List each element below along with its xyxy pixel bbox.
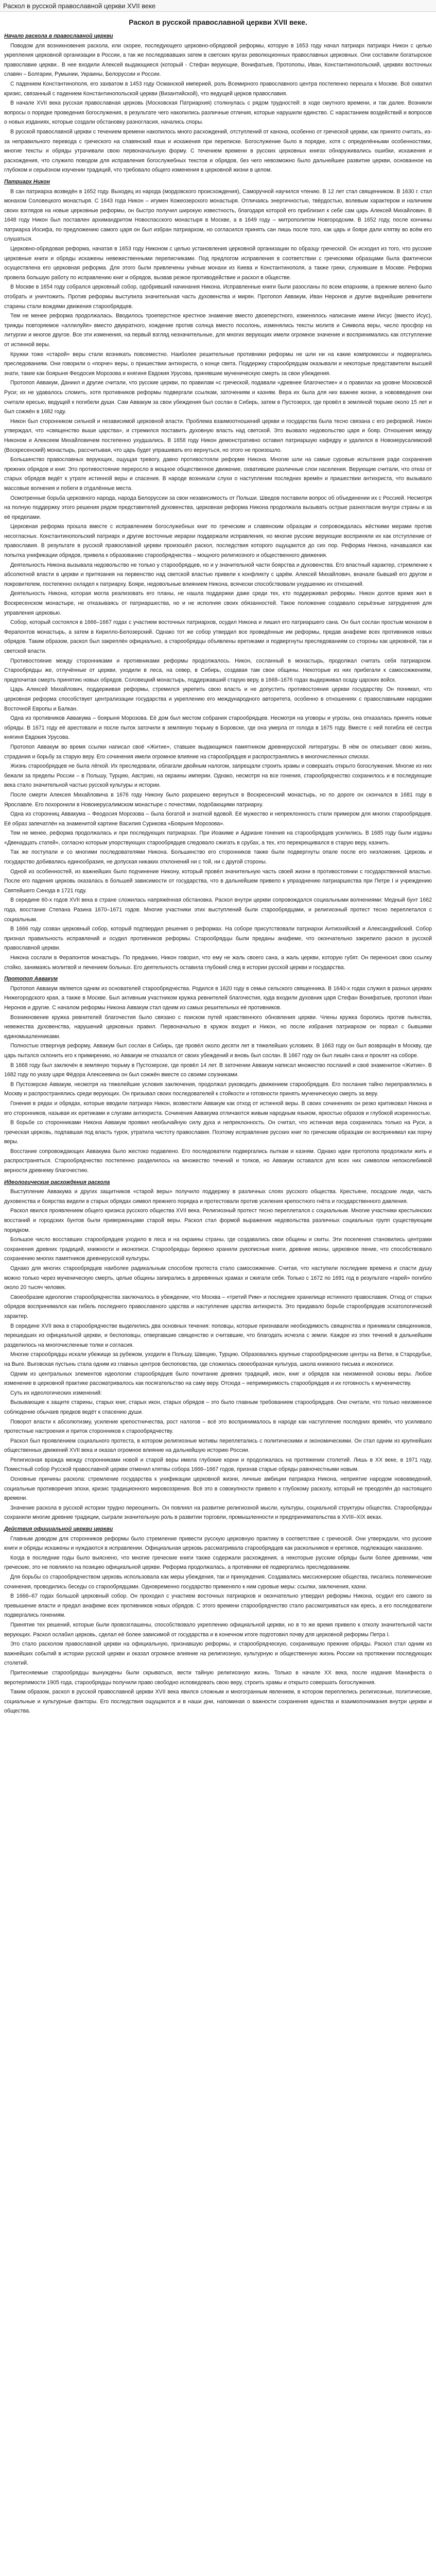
- paragraph: Суть их идеологических изменений:: [10, 1389, 102, 1396]
- paragraph: Выступление Аввакума и других защитников «старой веры» получило поддержку в различных слоях русского общества. Крестьяне, посадские люди, часть духовенства и боярства видели в старых обрядах символ прежнего порядка и протестовали против усиления крепостного гнёта и государственного давления.: [4, 1189, 432, 1205]
- paragraph: Притесняемые старообрядцы вынуждены были скрываться, вести тайную религиозную жизнь. Только в начале XX века, после издания Манифеста о веротерпимости 1905 года, старообрядцы получили право свободно исповедовать свою веру, строить храмы и открыто совершать богослужения.: [4, 1669, 432, 1686]
- paragraph: Царь Алексей Михайлович, поддерживая реформы, стремился укрепить свою власть и не допустить противостояния церкви государству. Он понимал, что церковная реформа способствует централизации государства и укреплению его международного авторитета, особенно в отношениях с православными народами Восточной Европы и Балкан.: [4, 686, 432, 712]
- paragraph: Церковно-обрядовая реформа, начатая в 1653 году Никоном с целью установления церковной организации по образцу греческой. Он исходил из того, что русские церковные книги и обряды искажены невежественными переписчиками. Под предлогом исправления в соответствии с греческими образцами была фактически осуществлена его церковная реформа. Для этого были привлечены учёные монахи из Киева и Константинополя, а также греки, служившие в Москве. Реформа провела большую работу по исправлению книг и обрядов, вызвав резкое противодействие и раскол в обществе.: [4, 246, 432, 281]
- paragraph: Возникновение кружка ревнителей благочестия было связано с поиском путей нравственного обновления церкви. Члены кружка боролись против пьянства, невежества духовенства, нарушений церковных правил. Первоначально в кружок входил и Никон, но после избрания патриархом он порвал с бывшими единомышленниками.: [4, 1014, 432, 1040]
- paragraph: Религиозная вражда между сторонниками новой и старой веры имела глубокие корни и продолжалась на протяжении столетий. Лишь в XX веке, в 1971 году, Поместный собор Русской православной церкви отменил клятвы собора 1666–1667 годов, признав старые обряды равночестными новым.: [4, 1456, 432, 1473]
- document-body: [0, 12, 436, 1716]
- paragraph: Для борьбы со старообрядчеством церковь использовала как меры убеждения, так и принуждения. Создавались миссионерские общества, писались полемические сочинения, проводились беседы со старообрядцами. Одновременно государство применяло к ним суровые меры: ссылки, заключения, казни.: [4, 1574, 432, 1590]
- paragraph: Большое число восставших старообрядцев уходило в леса и на окраины страны, где создавались свои общины и скиты. Эти поселения становились центрами сохранения древних традиций, книжности и иконописи. Старообрядцы бережно хранили рукописные книги, древние иконы, церковное пение, что способствовало сохранению многих памятников древнерусской культуры.: [4, 1236, 432, 1262]
- paragraph: В русской православной церкви с течением времени накопилось много расхождений, отступлений от канона, особенно от греческой церкви, как принято считать, из-за неправильного перевода с греческого на славянский язык и искажения при переписке. Богослужение было в порядке, хотя с определёнными особенностями, многие тексты и обряды утрачивали свою первоначальную форму. С течением времени в русских церковных книгах обнаруживались ошибки, искажения и расхождения, что служило поводом для исправления богослужебных текстов и обрядов, без чего невозможно было дальнейшее развитие церкви, основанное на глубоком и серьёзном изучении традиций, что требовало общего изменения в церковной жизни в целом.: [4, 128, 432, 174]
- paragraph: Своеобразие идеологии старообрядчества заключалось в убеждении, что Москва – «третий Рим» и последнее хранилище истинного православия. Отход от старых обрядов воспринимался как гибель последнего православного царства и наступление царства антихриста. Это придавало борьбе старообрядцев эсхатологический характер.: [4, 1294, 432, 1319]
- paragraph: Многие старообрядцы искали убежище за рубежом, уходили в Польшу, Швецию, Турцию. Образовались крупные старообрядческие центры на Ветке, в Стародубье, на Выге. Выговская пустынь стала одним из главных центров беспоповства, где сложилась своеобразная культура, школа книжного письма и иконописи.: [4, 1351, 432, 1367]
- paragraph: Никон был сторонником сильной и независимой церковной власти. Проблема взаимоотношений церкви и государства была тесно связана с его реформой. Никон утверждал, что «священство выше царства», и стремился поставить духовную власть над светской. Это вызвало недовольство царя и бояр. Отношения между Никоном и Алексеем Михайловичем постепенно ухудшались. В 1658 году Никон демонстративно оставил патриаршую кафедру и удалился в Новоиерусалимский (Воскресенский) монастырь, рассчитывая, что царь будет упрашивать его вернуться, но этого не произошло.: [4, 418, 432, 453]
- section-heading: Патриарх Никон: [4, 178, 50, 185]
- paragraph: С падением Константинополя, его захватом в 1453 году Османской империей, роль Всемирного православного центра постепенно перешла к Москве. Всё охватил кризис, связанный с падением Константинопольской церкви (Византийской), что ведущей церков православия.: [4, 80, 432, 97]
- paragraph: В 1666–67 годах большой церковный собор. Он проходил с участием восточных патриархов и окончательно утвердил реформы Никона, осудил его самого за превышение власти и предал анафеме всех противников новых обрядов. С этого времени старообрядчество стало рассматриваться как ересь, а его последователи подвергались гонениям.: [4, 1593, 432, 1619]
- section-heading: Идеологические расхождения раскола: [4, 1179, 110, 1185]
- paragraph: Восстание сопровождающих Аввакума было жестоко подавлено. Его последователи подвергались пыткам и казням. Однако идеи протопопа продолжали жить и распространяться. Старообрядчество постепенно разделилось на множество течений и толков, но Аввакум оставался для всех них символом непоколебимой верности древнему благочестию.: [4, 1148, 432, 1174]
- paragraph: Раскол явился проявлением общего кризиса русского общества XVII века. Религиозный протест тесно переплетался с социальным. Многие участники крестьянских восстаний и городских бунтов были приверженцами старой веры. Раскол стал формой выражения недовольства различных социальных групп существующим порядком.: [4, 1208, 432, 1233]
- paragraph: Жизнь старообрядцев не была лёгкой. Их преследовали, облагали двойным налогом, запрещали строить храмы и совершать открыто богослужения. Многие из них бежали за пределы России – в Польшу, Турцию, Австрию, на окраины империи. Однако, несмотря на все гонения, старообрядчество сохранилось и в последующие века стало значительной частью русской культуры и истории.: [4, 763, 432, 789]
- paragraph: Одна из противников Аввакума – боярыня Морозова. Её дом был местом собрания старообрядцев. Несмотря на уговоры и угрозы, она отказалась принять новые обряды. В 1671 году её арестовали и после пыток заточили в земляную тюрьму в Боровске, где она умерла от голода в 1675 году. Вместе с ней погибла её сестра княгиня Евдокия Урусова.: [4, 715, 432, 741]
- document-title: Раскол в русской православной церкви XVII веке.: [129, 18, 307, 26]
- paragraph: Значение раскола в русской истории трудно переоценить. Он повлиял на развитие религиозной мысли, культуры, социальной структуры общества. Старообрядцы сохранили многие древние традиции, сыграли значительную роль в развитии торговли, промышленности и предпринимательства в XVIII–XIX веках.: [4, 1504, 432, 1521]
- paragraph: Одной из особенностей, из важнейших было подчинение Никону, который провёл значительную часть своей жизни в противостоянии с государственной властью. После его падения церковь оказалась в большей зависимости от государства, что в дальнейшем привело к упразднению патриаршества при Петре I и учреждению Святейшего Синода в 1721 году.: [4, 868, 432, 894]
- paragraph: Это стало расколом православной церкви на официальную, признавшую реформы, и старообрядческую, сохранившую прежние обряды. Раскол стал одним из важнейших событий в истории русской церкви и оказал огромное влияние на религиозную, культурную и общественную жизнь России на протяжении последующих столетий.: [4, 1641, 432, 1667]
- section-4: [4, 1178, 432, 1388]
- paragraph: В Москве в 1654 году собрался церковный собор, одобривший начинания Никона. Исправленные книги были разосланы по всем епархиям, а прежние велено было отобрать и уничтожить. Против реформы выступила значительная часть духовенства и мирян. Протопоп Аввакум, Иван Неронов и другие виднейшие ревнители старины стали вождями движения старообрядцев.: [4, 284, 432, 310]
- section-heading: Начало раскола в православной церкви: [4, 33, 113, 39]
- paragraph: В сан патриарха возведён в 1652 году. Выходец из народа (мордовского происхождения), Саморучной научился чтению. В 12 лет стал священником. В 1630 г. стал монахом Соловецкого монастыря. С 1643 года Никон – игумен Кожеозерского монастыря. Отличаясь энергичностью, твёрдостью, волевым характером и наличием своих взглядов на новые церковные реформы, он быстро получил широкую известность, благодаря которой его приблизил к себе сам царь Алексей Михайлович. В 1648 году Никон был поставлен архимандритом Новоспасского монастыря в Москве, а в 1649 году – митрополитом Новгородским. В 1652 году, после кончины патриарха Иосифа, по предложению самого царя он был избран патриархом, но согласился принять сан лишь после того, как царь и бояре дали клятву во всём его слушаться.: [4, 188, 432, 243]
- paragraph: Протопоп Аввакум, Даниил и другие считали, что русские церкви, по правилам «с греческой, подавали «древнее благочестие» и о правилах на уровне Московской Руси; их не удавалось сломить, хотя противников реформы подвергали ссылкам, заточениям и казням. Вера их была для них важнее жизни, а нововведения они считали ересью, ведущей к погибели души. Сам Аввакум за свои убеждения был сослан в Сибирь, затем в Пустозерск, где провёл в земляной тюрьме около 15 лет и был сожжён в 1682 году.: [4, 380, 432, 415]
- paragraph: Протопоп Аввакум является одним из основателей старообрядчества. Родился в 1620 году в семье сельского священника. В 1640-х годах служил в разных церквях Нижегородского края, а также в Москве. Был активным участником кружка ревнителей благочестия, куда входили духовник царя Стефан Вонифатьев, протопоп Иван Неронов и другие. С началом реформы Никона Аввакум стал одним из самых решительных её противников.: [4, 985, 432, 1011]
- paragraph: В 1666 году созван церковный собор, который подтвердил решения о реформах. На соборе присутствовали патриархи Антиохийский и Александрийский. Собор признал правильность исправлений и осудил противников реформы. Старообрядцы были преданы анафеме, что окончательно закрепило раскол в русской православной церкви.: [4, 926, 432, 952]
- paragraph: Собор, который состоялся в 1666–1667 годах с участием восточных патриархов, осудил Никона и лишил его патриаршего сана. Он был сослан простым монахом в Ферапонтов монастырь, а затем в Кирилло-Белозерский. Однако тот же собор утвердил все проведённые им реформы, предав анафеме всех противников новых обрядов. Таким образом, раскол был закреплён официально, а старообрядцы объявлены еретиками и подвергнуты преследованиям со стороны как церковной, так и светской власти.: [4, 619, 432, 654]
- paragraph: В 1668 году был заключён в земляную тюрьму в Пустозерске, где провёл 14 лет. В заточении Аввакум написал множество посланий и своё знаменитое «Житие». В 1682 году по указу царя Фёдора Алексеевича он был сожжён вместе со своими соузниками.: [4, 1062, 432, 1078]
- paragraph: Осмотренные борьба церковного народа, народа Белоруссии за свои независимость от Польши. Шведов поставили вопрос об объединении их с Россией. Несмотря на полную поддержку этого решения рядом представителей духовенства, церковная реформа Никона продолжала вызывать острые разногласия внутри страны и за её пределами.: [4, 495, 432, 520]
- paragraph: Основные причины раскола: стремление государства к унификации церковной жизни, личные амбиции патриарха Никона, неприятие народом нововведений, социальные противоречия эпохи, кризис традиционного мировоззрения. Всё это в совокупности привело к глубокому расколу, который не преодолён до настоящего времени.: [4, 1476, 432, 1502]
- paragraph: Тем не менее, реформа продолжалась и при последующих патриархах. При Иоакиме и Адриане гонения на старообрядцев усилились. В 1685 году были изданы «Двенадцать статей», согласно которым упорствующих старообрядцев следовало сжигать в срубах, а тех, кто перекрещивался в старую веру, казнить.: [4, 830, 432, 846]
- paragraph: Большинство православных верующих, ощущая тревогу, давно противостояли реформе Никона. Многие шли на самые суровые испытания ради сохранения прежних обрядов и книг. Это противостояние переросло в мощное общественное движение, охватившее различные слои населения. Верующие считали, что отказ от старых обрядов ведёт к утрате истинной веры и спасения. В народе возникали слухи о наступлении последних времён и пришествии антихриста, что вызывало массовые волнения и побеги в отдалённые места.: [4, 456, 432, 492]
- section-1: [4, 177, 432, 455]
- section-0: [4, 31, 432, 175]
- paragraph: В Пустозерске Аввакум, несмотря на тяжелейшие условия заключения, продолжал руководить движением старообрядцев. Его послания тайно переправлялись в Москву и распространялись среди верующих. Он призывал своих последователей к стойкости и готовности принять мученическую смерть за веру.: [4, 1081, 432, 1097]
- paragraph: Гонения в рядах и обрядах, которые вводили патриарх Никон, возвестили Аввакум как отход от истинной веры. В своих сочинениях он резко критиковал Никона и его сторонников, называя их еретиками и слугами антихриста. Сочинения Аввакума отличаются живым народным языком, яркостью образов и глубокой искренностью.: [4, 1100, 432, 1116]
- paragraph: Одна из сторонниц Аввакума – Феодосия Морозова – была богатой и знатной вдовой. Её мужество и непреклонность стали примером для многих старообрядцев. Её образ запечатлён на знаменитой картине Василия Сурикова «Боярыня Морозова».: [4, 811, 432, 827]
- paragraph: Принятие тех решений, которые были провозглашены, способствовало укреплению официальной церкви, но в то же время привело к отколу значительной части верующих. Раскол ослабил церковь, сделал её более зависимой от государства и в конечном итоге подготовил почву для церковной реформы Петра I.: [4, 1621, 432, 1638]
- paragraph: Раскол был проявлением социального протеста, в котором религиозные мотивы переплетались с политическими и экономическими. Он стал одним из крупнейших общественных движений XVII века и оказал огромное влияние на дальнейшую историю России.: [4, 1437, 432, 1454]
- paragraph: Деятельность Никона, которая могла реализовать его планы, не нашла поддержки даже среди тех, кто поддерживал реформы. Никон долгое время жил в Воскресенском монастыре, не отказываясь от патриаршества, но и не исполняя своих обязанностей. Такое положение создавало серьёзные затруднения для управления церковью.: [4, 590, 432, 616]
- paragraph: Поворот власти к абсолютизму, усиление крепостничества, рост налогов – всё это воспринималось в народе как наступление последних времён, что усиливало протестные настроения и приток сторонников к старообрядчеству.: [4, 1418, 432, 1435]
- section-3: [4, 974, 432, 1175]
- paragraph: Когда в последние годы было выяснено, что многие греческие книги также содержали расхождения, а некоторые русские обряды были более древними, чем греческие, это не повлияло на позицию официальной церкви. Реформа продолжалась, а противники её подвергались преследованиям.: [4, 1554, 432, 1571]
- paragraph: Никона сослали в Ферапонтов монастырь. По преданию, Никон говорил, что ему не жаль своего сана, а жаль церкви, которую губят. Он переносил свою ссылку стойко, занимаясь молитвой и лечением больных. Его деятельность оставила глубокий след в истории русской церкви и государства.: [4, 955, 432, 971]
- paragraph: В начале XVII века русская православная церковь (Московская Патриархия) столкнулась с рядом трудностей: в ходе смутного времени, и так далее. Возникли вопросы о порядке проведения богослужения, в результате чего накопились различные отличия, которые нарушили единство. С нарастанием воздействий и вопросов о новых изданиях, которые создали обстановку разногласия, начались споры.: [4, 100, 432, 126]
- paragraph: Поводом для возникновения раскола, или скорее, последующего церковно-обрядовой реформы, которую в 1653 году начал патриарх патриарх Никон с целью укрепления церковной организации в России, а так же последовавших затем в светских кругах революционных православных церковных. Они составили богатырское православие церкви.. В нее входили Алексей выдающиеся (который - Стефан верующие, Вонифатьев, Протопопы, Иван, Константинопольский, церквях восточных славян – Болгарии, Румынии, Украины, Белоруссии и России.: [4, 42, 432, 78]
- paragraph: Церковная реформа прошла вместе с исправлением богослужебных книг по греческим и славянским образцам и сопровождалась жёсткими мерами против несогласных. Константинопольский патриарх и другие восточные иерархи поддержали исправления, но многие русские верующие восприняли их как отступление от православия. В результате в русской православной церкви произошёл раскол, последствия которого ощущаются до сих пор. Реформа Никона, начавшаяся как попытка унификации обрядов, привела к образованию старообрядчества – мощного религиозного и общественного движения.: [4, 523, 432, 559]
- section-heading: Протопоп Аввакум: [4, 976, 58, 982]
- paragraph: Противостояние между сторонниками и противниками реформы продолжалось. Никон, сосланный в монастырь, продолжал считать себя патриархом. Старообрядцы же, отлучённые от церкви, уходили в леса, на север, в Сибирь, создавая там свои общины. Некоторые из них прибегали к самосожжениям, предпочитая смерть принятию новых обрядов. Соловецкий монастырь, поддержавший старую веру, в 1668–1676 годах выдерживал осаду царских войск.: [4, 657, 432, 683]
- paragraph: Вызывающие к защите старины, старых книг, старых икон, старых обрядов – это было главным требованием старообрядцев. Они считали, что только неизменное соблюдение обычаев предков ведёт к спасению души.: [4, 1399, 432, 1415]
- paragraph: Полностью отвергнув реформу, Аввакум был сослан в Сибирь, где провёл около десяти лет в тяжелейших условиях. В 1663 году он был возвращён в Москву, где царь пытался склонить его к примирению, но Аввакум не отказался от своих убеждений и вновь был сослан. В 1667 году он был лишён сана и проклят на соборе.: [4, 1043, 432, 1059]
- paragraph: После смерти Алексея Михайловича в 1676 году Никону было разрешено вернуться в Воскресенский монастырь, но по дороге он скончался в 1681 году в Ярославле. Его похоронили в Новоиерусалимском монастыре с почестями, подобающими патриарху.: [4, 791, 432, 808]
- paragraph: Кружки тоже «старой» веры стали возникать повсеместно. Наиболее решительные противники реформы не шли ни на какие компромиссы и подвергались преследованиям. Они говорили о «порче» веры, о пришествии антихриста, о конце света. Поддержку старообрядцам оказывали и некоторые представители высшей знати, такие как боярыня Феодосия Морозова и княгиня Евдокия Урусова, принявшие мученическую смерть за свои убеждения.: [4, 351, 432, 377]
- paragraph: В середине XVII века в старообрядчестве выделились два основных течения: поповцы, которые признавали необходимость священства и принимали священников, перешедших из официальной церкви, и беспоповцы, отвергавшие священство и считавшие, что благодать исчезла с земли. Каждое из этих течений в дальнейшем разделилось на многочисленные толки и согласия.: [4, 1323, 432, 1348]
- paragraph: Однако для многих старообрядцев наиболее радикальным способом протеста стало самосожжение. Считая, что наступили последние времена и спасти душу можно только через мученическую смерть, целые общины запирались в деревянных храмах и сжигали себя. Только с 1672 по 1691 год в результате «гарей» погибло около 20 тысяч человек.: [4, 1265, 432, 1291]
- paragraph: Деятельность Никона вызывала недовольство не только у старообрядцев, но и у значительной части боярства и духовенства. Его властный характер, стремление к абсолютной власти в церкви и притязания на первенство над светской властью привели к конфликту с царём. Алексей Михайлович, вначале бывший его другом и покровителем, постепенно охладел к патриарху. Бояре, недовольные влиянием Никона, всячески способствовали ухудшению их отношений.: [4, 562, 432, 587]
- paragraph: Одним из центральных элементов идеологии старообрядцев было почитание древних традиций, икон, книг и обрядов как неизменной основы веры. Любое изменение в церковной практике рассматривалось как посягательство на саму веру. Отсюда – непримиримость старообрядцев и их готовность к мученичеству.: [4, 1370, 432, 1387]
- paragraph: Протопоп Аввакум во время ссылки написал своё «Житие», ставшее выдающимся памятником древнерусской литературы. В нём он описывает свою жизнь, страдания и борьбу за старую веру. Его сочинения имели огромное влияние на старообрядцев и распространялись в многочисленных списках.: [4, 743, 432, 760]
- window-header: [0, 0, 436, 12]
- paragraph: Так же поступали и со многими последователями Никона. Большинство его сторонников также были подвергнуты опале после его низложения. Церковь и государство добивались единообразия, не допуская никаких отклонений ни с той, ни с другой стороны.: [4, 849, 432, 866]
- window-title: Раскол в русской православной церкви XVII веке: [3, 2, 156, 10]
- paragraph: В борьбе со сторонниками Никона Аввакум проявил необычайную силу духа и непреклонность. Он считал, что истинная вера сохранилась только на Руси, а греческая церковь, подпавшая под власть турок, утратила чистоту православия. Поэтому исправление русских книг по греческим образцам он воспринимал как порчу веры.: [4, 1120, 432, 1145]
- section-5: [4, 1388, 432, 1522]
- paragraph: Тем не менее реформа продолжалась. Вводилось троеперстное крестное знамение вместо двоеперстного, изменялось написание имени Иисус (вместо Исус), трижды повторяемое «аллилуйя» вместо двукратного, хождение против солнца вместо посолонь, изменялись тексты молитв и Символа веры, число просфор на литургии и многое другое. Все эти изменения, на первый взгляд незначительные, для многих верующих имели огромное значение и воспринимались как отступление от истинной веры.: [4, 313, 432, 348]
- paragraph: Таким образом, раскол в русской православной церкви XVII века явился сложным и многогранным явлением, в котором переплелись религиозные, политические, социальные и культурные факторы. Его последствия ощущаются и в наши дни, напоминая о важности сохранения единства и взаимопонимания внутри церкви и общества.: [4, 1689, 432, 1715]
- section-6: [4, 1524, 432, 1716]
- paragraph: Главным доводом для сторонников реформы было стремление привести русскую церковную практику в соответствие с греческой. Они утверждали, что русские книги и обряды искажены и нуждаются в исправлении. Официальная церковь рассматривала старообрядцев как раскольников и еретиков, подлежащих наказанию.: [4, 1535, 432, 1552]
- paragraph: В середине 60-х годов XVII века в стране сложилась напряжённая обстановка. Раскол внутри церкви сопровождался социальными волнениями: Медный бунт 1662 года, восстание Степана Разина 1670–1671 годов. Многие участники этих выступлений были старообрядцами, и религиозный протест тесно переплетался с социальным.: [4, 897, 432, 923]
- section-heading: Действия официальной церкви церкви: [4, 1526, 113, 1533]
- section-2: [4, 455, 432, 972]
